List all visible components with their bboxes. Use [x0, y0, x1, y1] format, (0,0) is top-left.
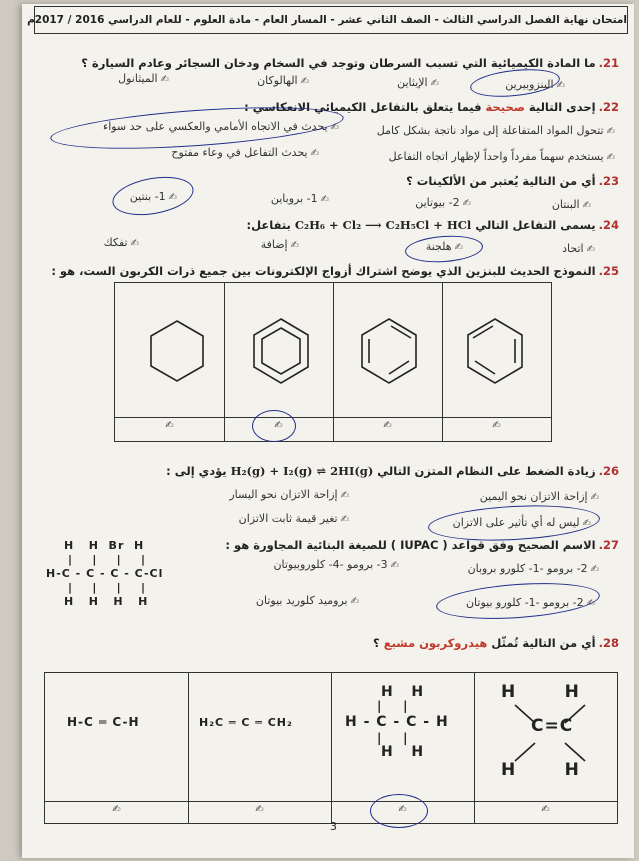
question-22: 22.إحدى التالية صحيحة فيما يتعلق بالتفاعل الكيميائي الانعكاسي :: [244, 100, 619, 114]
q22-option-b[interactable]: ✍يحدث في الاتجاه الأمامي والعكسي على حد سواء: [103, 120, 339, 133]
checkbox-mark-icon: ✍: [586, 244, 595, 255]
checkbox-mark-icon: ✍: [390, 560, 399, 571]
q26-option-d[interactable]: ✍تغير قيمة ثابت الاتزان: [238, 512, 349, 525]
q21-option-c[interactable]: ✍الهالوكان: [257, 74, 309, 87]
checkbox-mark-icon: ✍: [590, 564, 599, 575]
q27-option-d[interactable]: ✍بروميد كلوريد بيوتان: [255, 594, 359, 607]
answer-circle: [252, 410, 296, 442]
checkbox-mark-icon: ✍: [340, 514, 349, 525]
checkbox-mark-icon: ✍: [606, 152, 615, 163]
checkbox-mark-icon: ✍: [130, 238, 139, 249]
q23-option-d[interactable]: ✍1- بنتين: [129, 190, 177, 203]
equilibrium-equation: H₂(g) + I₂(g) ⇌ 2HI(g): [230, 464, 374, 478]
checkbox-mark-icon: ✍: [606, 126, 615, 137]
q28-option-b[interactable]: ✍: [255, 804, 264, 815]
checkbox-mark-icon: ✍: [300, 76, 309, 87]
question-number: 25.: [598, 264, 619, 278]
ethyne-formula: H-C ═ C-H: [67, 715, 140, 729]
checkbox-mark-icon: ✍: [582, 200, 591, 211]
q23-option-c[interactable]: ✍1- بروباين: [270, 192, 329, 205]
benzene-circle-icon: [254, 319, 308, 383]
q25-option-b[interactable]: ✍: [274, 420, 283, 431]
question-number: 24.: [598, 218, 619, 232]
checkbox-mark-icon: ✍: [350, 596, 359, 607]
kekule-benzene-2-icon: [468, 319, 522, 383]
q21-option-b[interactable]: ✍الإيثاين: [397, 76, 439, 89]
q24-option-d[interactable]: ✍تفكك: [103, 236, 139, 249]
highlight-word: هيدروكربون مشبع: [383, 636, 488, 650]
q24-option-c[interactable]: ✍إضافة: [260, 238, 299, 251]
q22-option-d[interactable]: ✍يحدث التفاعل في وعاء مفتوح: [171, 146, 319, 159]
q27-option-b[interactable]: ✍3- برومو -4- كلوروبيوتان: [273, 558, 399, 571]
q25-option-c[interactable]: ✍: [383, 420, 392, 431]
question-number: 21.: [598, 56, 619, 70]
exam-header: امتحان نهاية الفصل الدراسي الثالث - الصف الثاني عشر - المسار العام - مادة العلوم - للعام الدراسي 2016 / 2017م: [34, 6, 628, 34]
question-24: 24.يسمى التفاعل التالي C₂H₆ + Cl₂ ⟶ C₂H₅Cl + HCl بتفاعل:: [246, 218, 619, 232]
question-text: ما المادة الكيميائية التي تسبب السرطان وتوجد في السخام ودخان السجائر وعادم السيارة ؟: [81, 56, 596, 70]
checkbox-mark-icon: ✍: [330, 122, 339, 133]
question-number: 22.: [598, 100, 619, 114]
q24-option-a[interactable]: ✍اتحاد: [562, 242, 595, 255]
checkbox-mark-icon: ✍: [462, 198, 471, 209]
q23-option-b[interactable]: ✍2- بيوتاين: [415, 196, 471, 209]
q28-option-c[interactable]: ✍: [398, 804, 407, 815]
page-number: 3: [330, 820, 337, 833]
question-21: [81, 56, 619, 70]
checkbox-mark-icon: ✍: [590, 492, 599, 503]
q25-option-a[interactable]: ✍: [165, 420, 174, 431]
reaction-equation: C₂H₆ + Cl₂ ⟶ C₂H₅Cl + HCl: [294, 218, 472, 232]
q23-option-a[interactable]: ✍البنتان: [551, 198, 591, 211]
kekule-benzene-1-icon: [362, 319, 416, 383]
q26-option-b[interactable]: ✍إزاحة الاتزان نحو اليسار: [229, 488, 349, 501]
q27-option-c[interactable]: ✍2- برومو -1- كلورو بيوتان: [465, 596, 595, 609]
checkbox-mark-icon: ✍: [320, 194, 329, 205]
benzene-structures: [115, 283, 551, 417]
question-25: 25.النموذج الحديث للبنزين الذي يوضح اشتراك أزواج الإلكترونات بين جميع ذرات الكربون الست، هو :: [51, 264, 619, 278]
question-number: 23.: [598, 174, 619, 188]
checkbox-mark-icon: ✍: [310, 148, 319, 159]
question-number: 28.: [598, 636, 619, 650]
question-23: 23.أي من التالية يُعتبر من الألكينات ؟: [406, 174, 619, 188]
checkbox-mark-icon: ✍: [168, 192, 177, 203]
q21-option-a[interactable]: ✍البنزوبيرين: [505, 78, 565, 91]
q28-option-a[interactable]: ✍: [112, 804, 121, 815]
allene-formula: H₂C ═ C ═ CH₂: [199, 716, 293, 729]
q21-option-d[interactable]: ✍الميثانول: [118, 72, 169, 85]
q22-option-c[interactable]: ✍يستخدم سهماً مفرداً واحداً لإظهار اتجاه التفاعل: [388, 150, 615, 163]
checkbox-mark-icon: ✍: [582, 518, 591, 529]
highlight-word: صحيحة: [485, 100, 525, 114]
cyclohexane-icon: [151, 321, 203, 381]
hydrocarbon-options-table: H-C ═ C-H H₂C ═ C ═ CH₂ H H | | H - C - C - H | | H H H H C=C H H ✍ ✍ ✍ ✍: [44, 672, 618, 824]
question-26: 26.زيادة الضغط على النظام المتزن التالي H₂(g) + I₂(g) ⇌ 2HI(g) يؤدي إلى :: [166, 464, 619, 478]
checkbox-mark-icon: ✍: [430, 78, 439, 89]
q27-option-a[interactable]: ✍2- برومو -1- كلورو بروبان: [467, 562, 599, 575]
question-28: 28.أي من التالية تُمثّل هيدروكربون مشبع ؟: [373, 636, 619, 650]
q22-option-a[interactable]: ✍تتحول المواد المتفاعلة إلى مواد ناتجة بشكل كامل: [376, 124, 615, 137]
checkbox-mark-icon: ✍: [340, 490, 349, 501]
q25-option-d[interactable]: ✍: [492, 420, 501, 431]
question-number: 26.: [598, 464, 619, 478]
checkbox-mark-icon: ✍: [290, 240, 299, 251]
checkbox-mark-icon: ✍: [586, 598, 595, 609]
q26-option-a[interactable]: ✍إزاحة الاتزان نحو اليمين: [479, 490, 599, 503]
benzene-options-table: [114, 282, 552, 442]
checkbox-mark-icon: ✍: [160, 74, 169, 85]
q26-option-c[interactable]: ✍ليس له أي تأثير على الاتزان: [452, 516, 591, 529]
answer-circle: [370, 794, 428, 828]
q28-option-d[interactable]: ✍: [541, 804, 550, 815]
checkbox-mark-icon: ✍: [454, 242, 463, 253]
q24-option-b[interactable]: ✍هلجنة: [425, 240, 463, 253]
question-number: 27.: [598, 538, 619, 552]
checkbox-mark-icon: ✍: [556, 80, 565, 91]
question-27: 27.الاسم الصحيح وفق قواعد ( IUPAC ) للصيغة البنائية المجاورة هو :: [225, 538, 619, 552]
